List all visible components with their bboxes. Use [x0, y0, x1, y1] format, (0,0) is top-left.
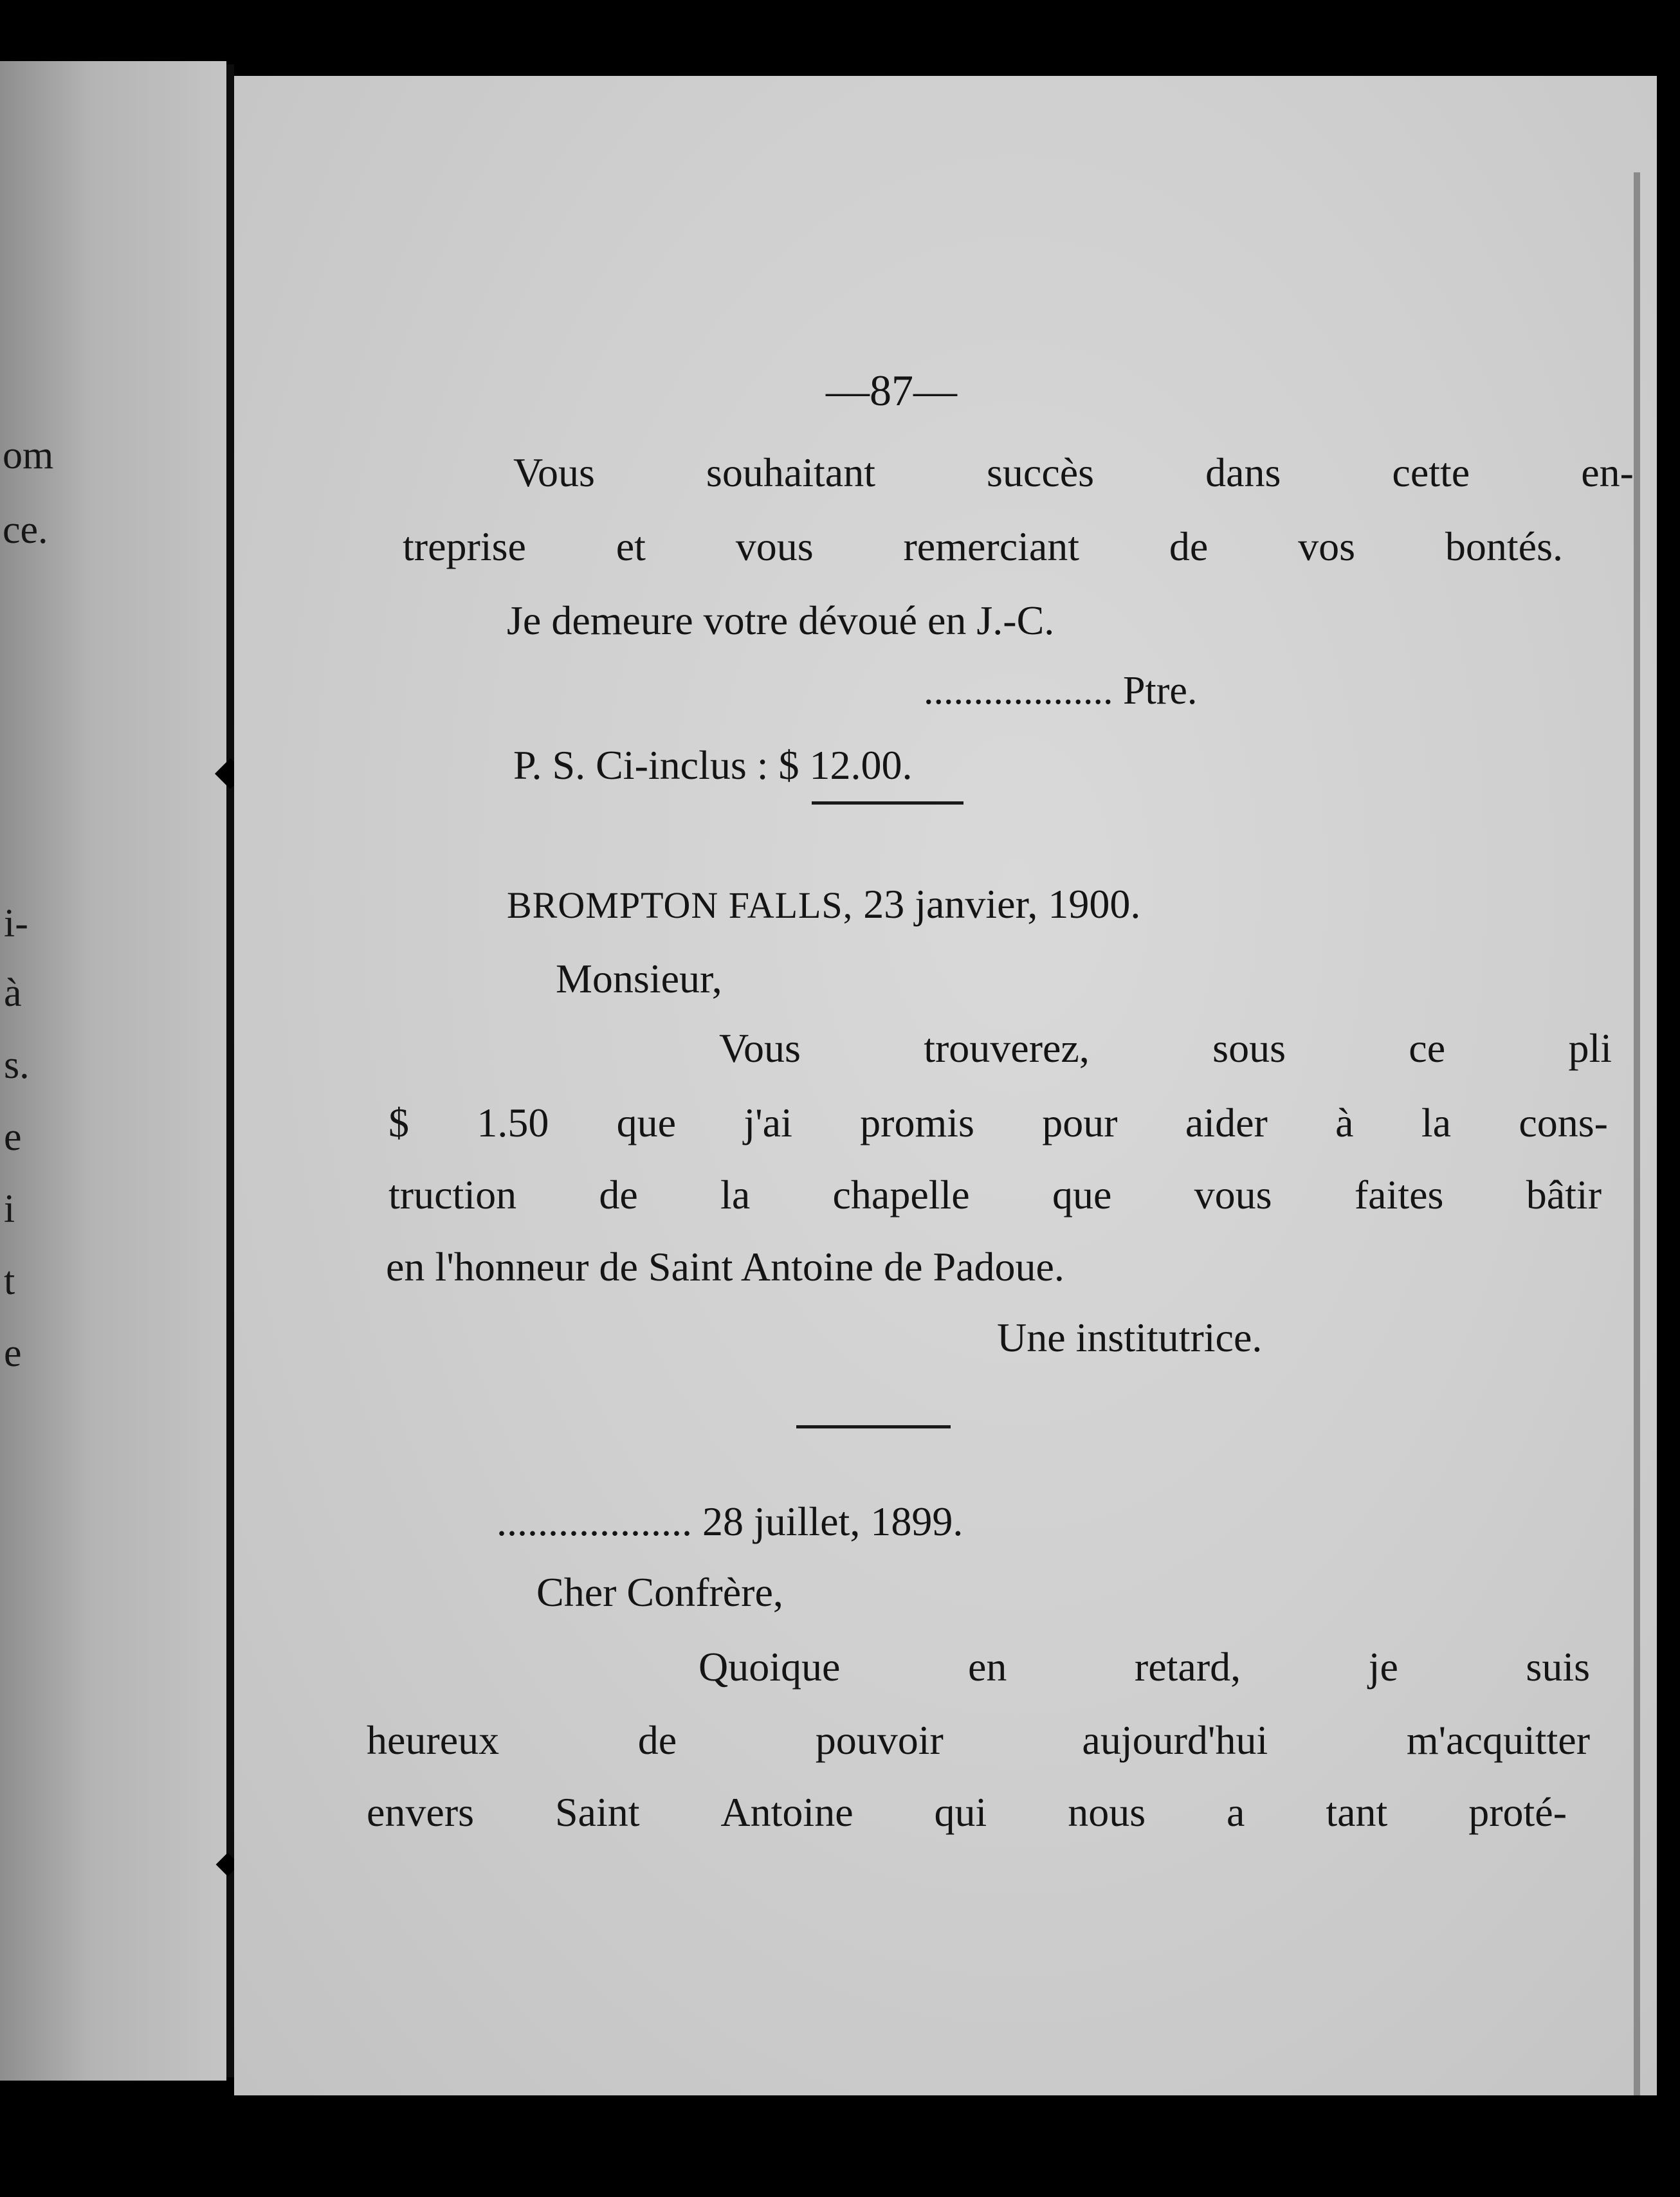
- section-divider: [796, 1425, 951, 1428]
- section-divider: [812, 801, 963, 805]
- left-text-fragment: e: [4, 1115, 22, 1159]
- salutation: Cher Confrère,: [536, 1569, 783, 1615]
- letter-date: 23 janvier, 1900.: [863, 881, 1141, 927]
- dateline: [507, 881, 1141, 927]
- text-line: Vous trouverez, sous ce pli: [719, 1025, 1612, 1071]
- left-text-fragment: à: [4, 971, 22, 1015]
- postscript: P. S. Ci-inclus : $ 12.00.: [513, 742, 913, 788]
- letter-date: ................... 28 juillet, 1899.: [497, 1499, 963, 1544]
- left-text-fragment: i-: [4, 902, 28, 945]
- text-line: en l'honneur de Saint Antoine de Padoue.: [386, 1244, 1064, 1290]
- page-number: —87—: [826, 366, 957, 415]
- place-name: BROMPTON FALLS,: [507, 884, 854, 926]
- text-line: envers Saint Antoine qui nous a tant proté-: [367, 1789, 1567, 1835]
- text-line: Vous souhaitant succès dans cette en-: [513, 450, 1634, 495]
- left-text-fragment: e: [4, 1331, 22, 1375]
- left-text-fragment: t: [4, 1259, 15, 1303]
- text-line: $ 1.50 que j'ai promis pour aider à la cons-: [388, 1100, 1608, 1145]
- left-text-fragment: s.: [4, 1043, 30, 1087]
- text-line: Je demeure votre dévoué en J.-C.: [507, 597, 1055, 643]
- left-page-fragment: [0, 61, 226, 2081]
- left-text-fragment: ce.: [3, 508, 48, 552]
- text-line: truction de la chapelle que vous faites bâtir: [388, 1172, 1602, 1217]
- signature-line: ................... Ptre.: [924, 669, 1198, 713]
- salutation: Monsieur,: [556, 956, 722, 1001]
- page-edge: [1634, 172, 1640, 2095]
- left-text-fragment: om: [3, 433, 54, 477]
- binding-gutter: [226, 64, 234, 2077]
- left-text-fragment: i: [4, 1187, 15, 1231]
- text-line: heureux de pouvoir aujourd'hui m'acquitter: [367, 1717, 1590, 1763]
- signature-line: Une institutrice.: [997, 1315, 1263, 1360]
- text-line: treprise et vous remerciant de vos bontés.: [403, 524, 1563, 569]
- text-line: Quoique en retard, je suis: [698, 1644, 1590, 1690]
- book-page: [234, 76, 1657, 2095]
